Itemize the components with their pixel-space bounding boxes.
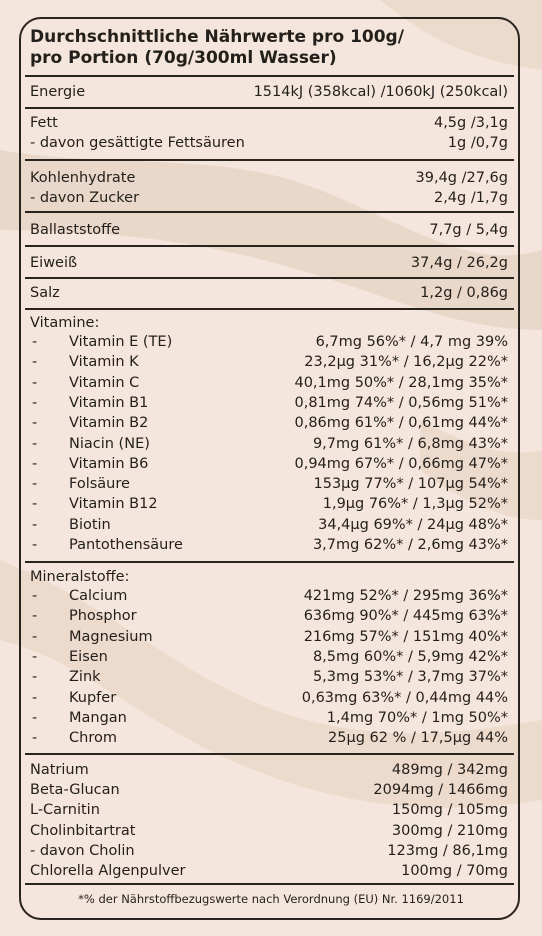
list-bullet: - xyxy=(32,669,38,686)
nutrient-value: 4,5g /3,1g xyxy=(433,115,508,131)
mineral-name: Calcium xyxy=(69,588,128,604)
list-bullet: - xyxy=(32,730,38,747)
divider xyxy=(25,277,514,279)
divider xyxy=(25,308,514,310)
nutrient-label: - davon Zucker xyxy=(30,190,140,206)
nutrient-row-ballaststoffe xyxy=(30,220,508,240)
ingredient-row xyxy=(30,841,508,861)
ingredient-row xyxy=(30,800,508,820)
vitamin-name: Vitamin B1 xyxy=(69,394,149,411)
ingredient-label: - davon Cholin xyxy=(30,842,135,859)
divider xyxy=(25,883,514,885)
ingredient-value: 489mg / 342mg xyxy=(391,762,508,778)
list-bullet: - xyxy=(32,415,38,432)
ingredient-value: 300mg / 210mg xyxy=(391,822,508,839)
ingredient-row xyxy=(30,760,508,780)
mineral-name: Zink xyxy=(69,669,101,686)
mineral-row xyxy=(30,708,508,728)
vitamin-value: 3,7mg 62%* / 2,6mg 43%* xyxy=(312,537,508,553)
vitamin-row xyxy=(30,474,508,494)
ingredient-label: Beta-Glucan xyxy=(30,782,120,799)
vitamin-value: 0,94mg 67%* / 0,66mg 47%* xyxy=(294,455,508,472)
ingredient-label: Natrium xyxy=(30,762,89,778)
vitamin-row xyxy=(30,332,508,352)
vitamin-name: Vitamin B6 xyxy=(69,455,149,472)
ingredient-row xyxy=(30,821,508,841)
list-bullet: - xyxy=(32,435,38,452)
minerals-header xyxy=(30,567,508,587)
vitamin-value: 40,1mg 50%* / 28,1mg 35%* xyxy=(294,374,508,391)
ingredient-row xyxy=(30,780,508,800)
mineral-name: Mangan xyxy=(69,709,127,726)
vitamin-value: 0,86mg 61%* / 0,61mg 44%* xyxy=(294,415,508,432)
nutrient-row-kohlenhydrate xyxy=(30,168,508,188)
ingredient-label: Chlorella Algenpulver xyxy=(30,863,186,879)
divider xyxy=(25,753,514,755)
list-bullet: - xyxy=(32,516,38,533)
list-bullet: - xyxy=(32,496,38,513)
vitamin-name: Vitamin B2 xyxy=(69,415,149,432)
divider xyxy=(25,75,514,77)
mineral-value: 0,63mg 63%* / 0,44mg 44% xyxy=(301,689,508,706)
vitamin-row xyxy=(30,413,508,433)
vitamin-name: Vitamin E (TE) xyxy=(69,334,173,350)
mineral-value: 25µg 62 % / 17,5µg 44% xyxy=(328,730,508,747)
nutrient-label: Energie xyxy=(30,84,86,100)
mineral-row xyxy=(30,627,508,647)
title-line-1: Durchschnittliche Nährwerte pro 100g/ xyxy=(30,27,404,47)
divider xyxy=(25,107,514,109)
page-title xyxy=(30,27,510,69)
vitamin-value: 0,81mg 74%* / 0,56mg 51%* xyxy=(294,394,508,411)
ingredient-value: 100mg / 70mg xyxy=(401,863,508,879)
nutrient-row-saturated-fat xyxy=(30,133,508,153)
vitamin-value: 9,7mg 61%* / 6,8mg 43%* xyxy=(312,435,508,452)
vitamin-row xyxy=(30,494,508,514)
list-bullet: - xyxy=(32,588,38,604)
nutrient-row-fett xyxy=(30,113,508,133)
nutrient-value: 37,4g / 26,2g xyxy=(410,255,508,271)
nutrient-value: 7,7g / 5,4g xyxy=(429,222,508,238)
nutrient-row-eiweiss xyxy=(30,253,508,273)
list-bullet: - xyxy=(32,334,38,350)
mineral-value: 5,3mg 53%* / 3,7mg 37%* xyxy=(312,669,508,686)
mineral-row xyxy=(30,688,508,708)
mineral-name: Eisen xyxy=(69,648,108,665)
divider xyxy=(25,245,514,247)
mineral-name: Chrom xyxy=(69,730,117,747)
nutrient-value: 1g /0,7g xyxy=(447,135,508,151)
mineral-value: 216mg 57%* / 151mg 40%* xyxy=(303,628,508,645)
vitamin-name: Vitamin K xyxy=(69,354,139,371)
vitamin-row xyxy=(30,373,508,393)
mineral-name: Phosphor xyxy=(69,608,137,625)
list-bullet: - xyxy=(32,476,38,493)
vitamin-row xyxy=(30,515,508,535)
vitamin-row xyxy=(30,352,508,372)
list-bullet: - xyxy=(32,648,38,665)
vitamin-name: Pantothensäure xyxy=(69,537,183,553)
nutrient-label: Kohlenhydrate xyxy=(30,170,136,186)
divider xyxy=(25,561,514,563)
list-bullet: - xyxy=(32,394,38,411)
ingredient-value: 150mg / 105mg xyxy=(391,802,508,819)
vitamin-row xyxy=(30,434,508,454)
ingredient-value: 2094mg / 1466mg xyxy=(373,782,508,799)
mineral-value: 1,4mg 70%* / 1mg 50%* xyxy=(326,709,508,726)
list-bullet: - xyxy=(32,374,38,391)
ingredient-value: 123mg / 86,1mg xyxy=(387,842,508,859)
mineral-value: 8,5mg 60%* / 5,9mg 42%* xyxy=(312,648,508,665)
nutrient-value: 39,4g /27,6g xyxy=(415,170,508,186)
nutrient-row-zucker xyxy=(30,188,508,208)
mineral-value: 421mg 52%* / 295mg 36%* xyxy=(303,588,508,604)
vitamin-row xyxy=(30,535,508,555)
nutrient-row-energie xyxy=(30,82,508,102)
ingredient-row xyxy=(30,861,508,881)
mineral-name: Magnesium xyxy=(69,628,153,645)
nutrient-value: 1514kJ (358kcal) /1060kJ (250kcal) xyxy=(253,84,508,100)
list-bullet: - xyxy=(32,608,38,625)
vitamin-value: 34,4µg 69%* / 24µg 48%* xyxy=(318,516,508,533)
list-bullet: - xyxy=(32,354,38,371)
title-line-2: pro Portion (70g/300ml Wasser) xyxy=(30,48,337,68)
vitamin-name: Vitamin B12 xyxy=(69,496,158,513)
mineral-row xyxy=(30,667,508,687)
nutrient-value: 1,2g / 0,86g xyxy=(420,285,508,301)
section-label: Mineralstoffe: xyxy=(30,569,130,585)
nutrient-label: Salz xyxy=(30,285,60,301)
mineral-name: Kupfer xyxy=(69,689,117,706)
vitamin-name: Biotin xyxy=(69,516,111,533)
vitamin-name: Niacin (NE) xyxy=(69,435,150,452)
nutrient-row-salz xyxy=(30,283,508,303)
list-bullet: - xyxy=(32,689,38,706)
list-bullet: - xyxy=(32,455,38,472)
ingredient-label: Cholinbitartrat xyxy=(30,822,136,839)
vitamin-value: 23,2µg 31%* / 16,2µg 22%* xyxy=(304,354,508,371)
mineral-row xyxy=(30,586,508,606)
mineral-row xyxy=(30,647,508,667)
vitamin-name: Folsäure xyxy=(69,476,130,493)
vitamin-value: 6,7mg 56%* / 4,7 mg 39% xyxy=(315,334,508,350)
vitamin-row xyxy=(30,454,508,474)
nutrient-label: Fett xyxy=(30,115,58,131)
divider xyxy=(25,159,514,161)
ingredient-label: L-Carnitin xyxy=(30,802,100,819)
section-label: Vitamine: xyxy=(30,315,100,331)
nutrient-label: Eiweiß xyxy=(30,255,78,271)
vitamin-row xyxy=(30,393,508,413)
vitamins-header xyxy=(30,313,508,333)
mineral-row xyxy=(30,728,508,748)
nutrient-label: - davon gesättigte Fettsäuren xyxy=(30,135,245,151)
mineral-row xyxy=(30,606,508,626)
divider xyxy=(25,211,514,213)
footnote: *% der Nährstoffbezugswerte nach Verordnung (EU) Nr. 1169/2011 xyxy=(78,892,464,906)
list-bullet: - xyxy=(32,709,38,726)
nutrient-value: 2,4g /1,7g xyxy=(433,190,508,206)
nutrient-label: Ballaststoffe xyxy=(30,222,121,238)
vitamin-value: 1,9µg 76%* / 1,3µg 52%* xyxy=(322,496,508,513)
mineral-value: 636mg 90%* / 445mg 63%* xyxy=(303,608,508,625)
vitamin-name: Vitamin C xyxy=(69,374,140,391)
vitamin-value: 153µg 77%* / 107µg 54%* xyxy=(313,476,508,493)
list-bullet: - xyxy=(32,537,38,553)
list-bullet: - xyxy=(32,628,38,645)
